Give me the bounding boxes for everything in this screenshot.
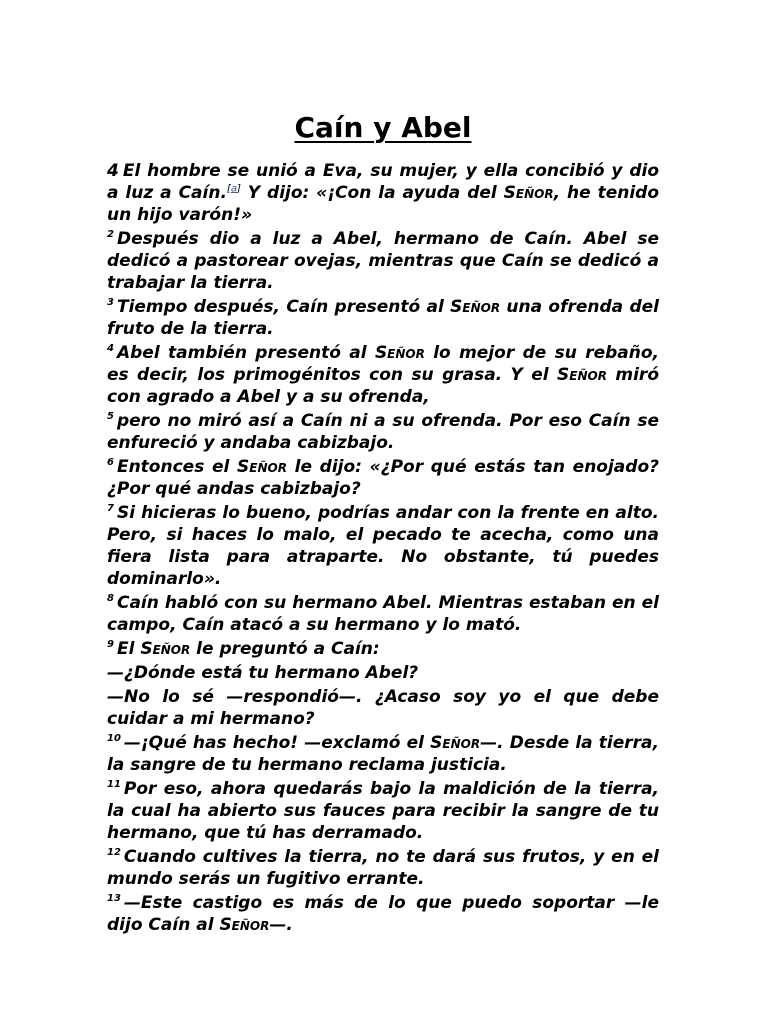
verse-10-text-b: —. Desde la tierra, la sangre de tu hermano reclama justicia. (107, 733, 659, 775)
lord-name: Señor (450, 297, 501, 317)
verse-2 (107, 228, 659, 294)
verse-number: 13 (107, 893, 121, 905)
verse-number: 4 (107, 343, 114, 355)
lord-name: Señor (430, 733, 481, 753)
verse-number: 11 (107, 779, 121, 791)
verse-11-text: Por eso, ahora quedarás bajo la maldición de la tierra, la cual ha abierto sus fauces para recibir la sangre de tu hermano, que tú has derramado. (107, 779, 659, 843)
verse-8-text: Caín habló con su hermano Abel. Mientras estaban en el campo, Caín atacó a su hermano y lo mató. (107, 593, 659, 635)
verse-6-text-b: le dijo: «¿Por qué estás tan enojado? ¿Por qué andas cabizbajo? (107, 457, 659, 499)
chapter-number: 4 (107, 161, 119, 181)
verse-4 (107, 342, 659, 408)
document-page (107, 108, 659, 938)
verse-5-text: pero no miró así a Caín ni a su ofrenda. Por eso Caín se enfureció y andaba cabizbajo. (107, 411, 659, 453)
verse-10 (107, 732, 659, 776)
verse-12 (107, 846, 659, 890)
lord-name: Señor (503, 183, 554, 203)
verse-6-text-a: Entonces el (116, 457, 238, 477)
verse-9-text-a: El (116, 639, 141, 659)
verse-4-text-c: miró con agrado a Abel y a su ofrenda, (107, 365, 659, 407)
lord-name: Señor (237, 457, 287, 477)
lord-name: Señor (219, 915, 270, 935)
verse-13-text-b: —. (269, 915, 293, 935)
verse-number: 3 (107, 297, 114, 309)
verse-3 (107, 296, 659, 340)
verse-number: 8 (107, 593, 114, 605)
verse-9 (107, 638, 659, 660)
footnote-marker[interactable]: [a] (226, 183, 241, 195)
verse-12-text: Cuando cultives la tierra, no te dará sus frutos, y en el mundo serás un fugitivo errante. (107, 847, 659, 889)
verse-3-text-a: Tiempo después, Caín presentó al (116, 297, 451, 317)
verse-7-text: Si hicieras lo bueno, podrías andar con la frente en alto. Pero, si haces lo malo, el pecado te acecha, como una fiera lista para atraparte. No obstante, tú puedes dominarlo». (107, 503, 659, 589)
verse-7 (107, 502, 659, 590)
verse-8 (107, 592, 659, 636)
verse-5 (107, 410, 659, 454)
verse-number: 5 (107, 411, 114, 423)
verse-number: 6 (107, 457, 114, 469)
verse-1-text-a: El hombre se unió a Eva, su mujer, y ella concibió y dio a luz a Caín. (107, 161, 659, 203)
dialogue-response: —No lo sé —respondió—. ¿Acaso soy yo el que debe cuidar a mi hermano? (107, 687, 659, 729)
dialogue-question: —¿Dónde está tu hermano Abel? (107, 663, 419, 683)
verse-4-text-a: Abel también presentó al (116, 343, 375, 363)
verse-number: 9 (107, 639, 114, 651)
verse-6 (107, 456, 659, 500)
verse-4-text-b: lo mejor de su rebaño, es decir, los primogénitos con su grasa. Y el (107, 343, 659, 385)
lord-name: Señor (557, 365, 607, 385)
verse-number: 12 (107, 847, 121, 859)
verse-number: 10 (107, 733, 121, 745)
verse-2-text: Después dio a luz a Abel, hermano de Caín. Abel se dedicó a pastorear ovejas, mientras que Caín se dedicó a trabajar la tierra. (107, 229, 659, 293)
footnote-link[interactable]: a (230, 183, 237, 195)
verse-3-text-b: una ofrenda del fruto de la tierra. (107, 297, 659, 339)
verse-10-text-a: —¡Qué has hecho! —exclamó el (123, 733, 431, 753)
page-title: Caín y Abel (294, 111, 472, 144)
verse-13 (107, 892, 659, 936)
lord-name: Señor (374, 343, 425, 363)
verse-1-text-c: , he tenido un hijo varón!» (107, 183, 659, 225)
verse-1 (107, 160, 659, 226)
verse-number: 7 (107, 503, 114, 515)
verse-1-text-b: Y dijo: «¡Con la ayuda del (240, 183, 504, 203)
verse-11 (107, 778, 659, 844)
verse-number: 2 (107, 229, 114, 241)
verse-13-text-a: —Este castigo es más de lo que puedo soportar —le dijo Caín al (107, 893, 659, 935)
lord-name: Señor (140, 639, 191, 659)
verse-9-text-b: le preguntó a Caín: (190, 639, 380, 659)
